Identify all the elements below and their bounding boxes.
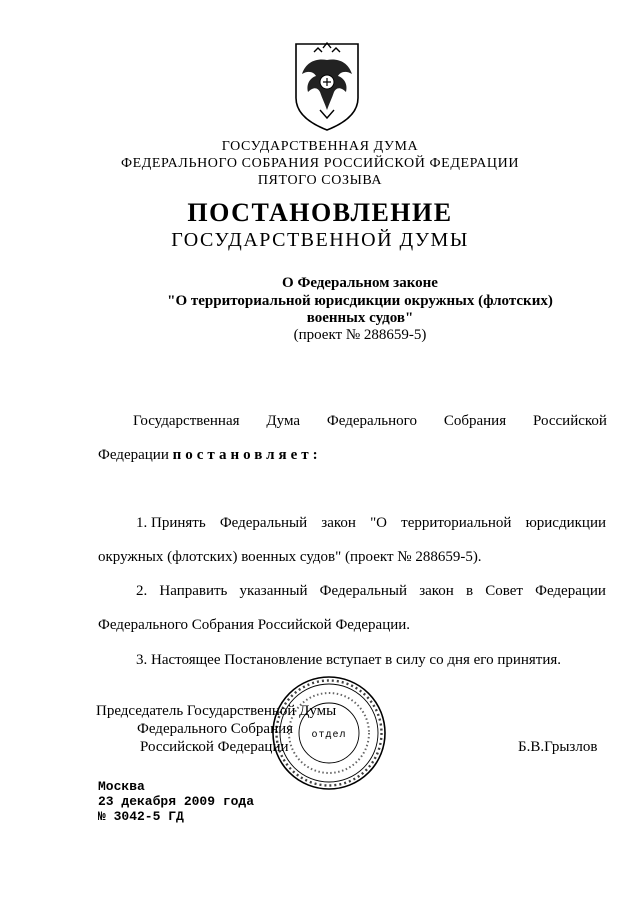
law-heading-line1: О Федеральном законе	[282, 275, 438, 291]
signatory-name: Б.В.Грызлов	[518, 739, 598, 755]
preamble-word: Дума	[266, 413, 301, 429]
point-word: территориальной	[401, 515, 512, 531]
org-name-line2: ФЕДЕРАЛЬНОГО СОБРАНИЯ РОССИЙСКОЙ ФЕДЕРАЦИИ	[120, 156, 520, 171]
preamble-line2	[98, 446, 322, 464]
point-word: "О	[370, 515, 388, 531]
resolves-keyword: постановляет:	[172, 447, 322, 463]
preamble-word: Собрания	[443, 413, 507, 429]
point-word: в	[465, 583, 474, 599]
signatory-title-line1: Председатель Государственной Думы	[96, 703, 337, 719]
point-1-line1	[136, 514, 606, 532]
signatory-title-line3: Российской Федерации	[140, 739, 289, 755]
preamble-word: Российской	[533, 413, 607, 429]
point-word: Федеральный	[219, 515, 308, 531]
signing-date: 23 декабря 2009 года	[98, 794, 255, 809]
law-heading-line3: военных судов"	[306, 310, 414, 326]
official-seal-stamp	[270, 674, 388, 792]
document-number: № 3042-5 ГД	[98, 809, 184, 824]
point-word: 2.	[136, 583, 148, 599]
org-name-line1: ГОСУДАРСТВЕННАЯ ДУМА	[221, 139, 419, 154]
point-word: Совет	[485, 583, 523, 599]
point-2-line1	[136, 582, 606, 600]
point-word: Федерации	[535, 583, 606, 599]
draft-number: (проект № 288659-5)	[293, 327, 427, 343]
law-heading-line2: "О территориальной юрисдикции окружных (флотских)	[167, 293, 553, 309]
point-word: указанный	[239, 583, 308, 599]
coat-of-arms-emblem	[292, 40, 362, 132]
signatory-title-line2: Федерального Собрания	[137, 721, 294, 737]
point-1-line2: окружных (флотских) военных судов" (проект № 288659-5).	[98, 549, 482, 565]
point-word: юрисдикции	[525, 515, 606, 531]
preamble-word: Федерального	[326, 413, 417, 429]
point-word: Федеральный	[319, 583, 408, 599]
point-word: закон	[321, 515, 356, 531]
point-word: закон	[419, 583, 454, 599]
point-2-line2: Федерального Собрания Российской Федерации.	[98, 617, 411, 633]
document-subtitle: ГОСУДАРСТВЕННОЙ ДУМЫ	[171, 229, 469, 251]
org-convocation: ПЯТОГО СОЗЫВА	[257, 173, 383, 188]
document-title: ПОСТАНОВЛЕНИЕ	[187, 198, 453, 227]
preamble-text: Федерации	[98, 447, 173, 463]
preamble-word: Государственная	[133, 413, 240, 429]
signing-city: Москва	[98, 779, 145, 794]
point-3: 3. Настоящее Постановление вступает в силу со дня его принятия.	[136, 652, 562, 668]
point-word: Направить	[159, 583, 228, 599]
point-word: 1. Принять	[136, 515, 206, 531]
seal-center-text: отдел	[311, 730, 347, 741]
preamble-line1	[133, 412, 607, 430]
